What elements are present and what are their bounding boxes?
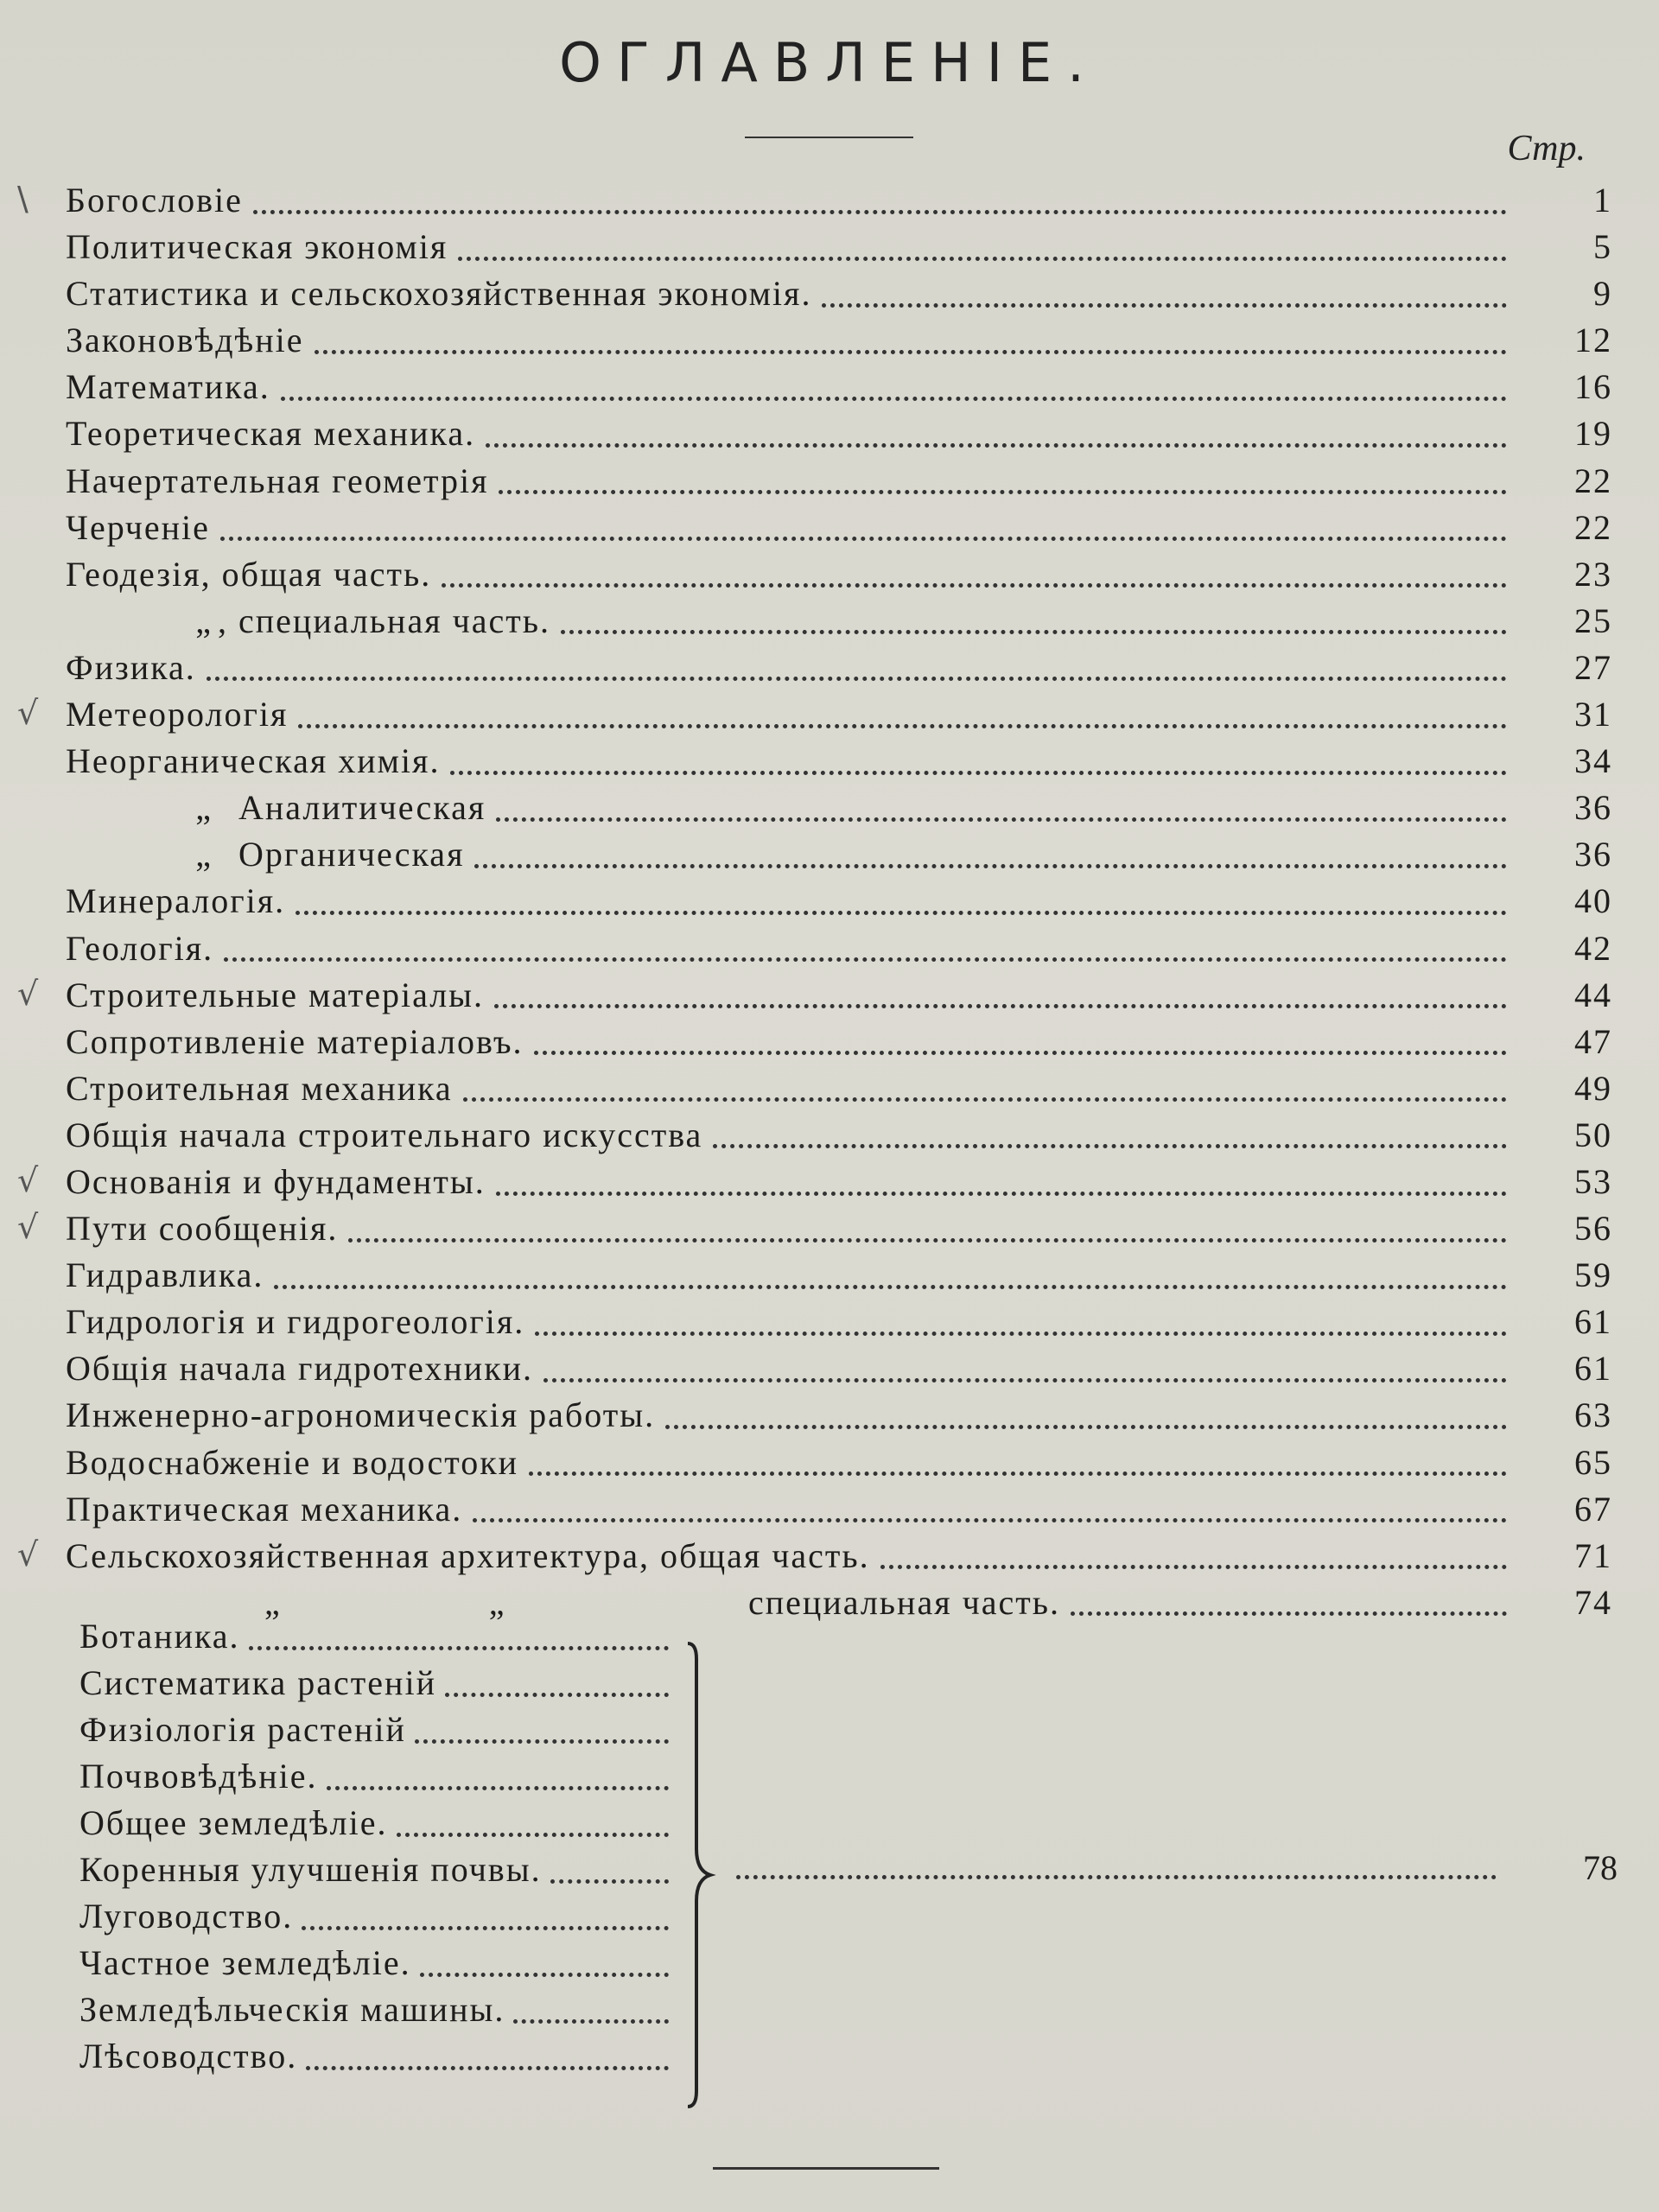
toc-entry-label: Основанія и фундаменты.	[66, 1161, 486, 1201]
page-column-label: Стр.	[1507, 129, 1586, 168]
toc-entry	[66, 226, 1612, 273]
toc-page-number: 61	[1574, 1302, 1612, 1342]
toc-entry-label: Практическая механика.	[66, 1489, 463, 1529]
dot-leader	[529, 1471, 1507, 1476]
dot-leader	[397, 1833, 670, 1837]
toc-entry	[66, 1489, 1612, 1535]
toc-entry-label: Минералогія.	[66, 881, 286, 921]
toc-page-number: 34	[1574, 741, 1612, 781]
group-item-label: Коренныя улучшенія почвы.	[79, 1850, 542, 1889]
dot-leader	[327, 1786, 669, 1790]
dot-leader	[224, 957, 1507, 962]
toc-entry	[66, 928, 1612, 975]
toc-entry	[17, 1160, 1612, 1208]
toc-page-number: 65	[1574, 1442, 1612, 1482]
toc-page-number: 49	[1574, 1068, 1612, 1108]
group-item	[79, 1662, 676, 1709]
check-mark: √	[17, 974, 41, 1013]
toc-page-number: 74	[1574, 1582, 1612, 1622]
group-item	[79, 1989, 676, 2036]
toc-entry	[66, 413, 1612, 460]
group-item	[79, 1756, 676, 1802]
group-item-label: Систематика растеній	[79, 1663, 436, 1702]
toc-entry-label: Начертательная геометрія	[66, 461, 489, 500]
dot-leader	[450, 771, 1507, 775]
toc-entry-label: Теоретическая механика.	[66, 414, 476, 454]
toc-entry	[17, 1535, 1612, 1582]
toc-entry	[17, 694, 1612, 741]
toc-page-number: 36	[1574, 835, 1612, 874]
group-item-label: Физіологія растеній	[79, 1710, 406, 1749]
toc-page-number: 5	[1593, 227, 1612, 267]
toc-page-number: 25	[1574, 601, 1612, 640]
toc-entry-label: Водоснабженіе и водостоки	[66, 1442, 519, 1482]
toc-page-number: 31	[1574, 695, 1612, 734]
toc-page-number: 50	[1574, 1115, 1612, 1154]
toc-entry-label: Инженерно-агрономическія работы.	[66, 1395, 656, 1435]
check-mark: √	[17, 1208, 41, 1247]
dot-leader	[420, 1973, 669, 1977]
toc-entry	[17, 974, 1612, 1021]
group-item	[79, 1942, 676, 1989]
toc-entry	[66, 554, 1612, 601]
dot-leader	[296, 911, 1507, 915]
toc-page-number: 56	[1574, 1209, 1612, 1249]
ditto-mark: „	[195, 835, 213, 874]
toc-page-number: 1	[1593, 181, 1612, 219]
dot-leader	[880, 1565, 1507, 1569]
dot-leader	[561, 630, 1507, 634]
dot-leader	[513, 2019, 669, 2024]
dot-leader	[822, 303, 1507, 308]
group-item-label: Лѣсоводство.	[79, 2037, 298, 2075]
toc-entry	[66, 507, 1612, 554]
toc-entry	[66, 366, 1612, 413]
toc-entry	[66, 1301, 1612, 1348]
toc-entry	[17, 1208, 1612, 1255]
group-item-label: Почвовѣдѣніе.	[79, 1757, 318, 1796]
toc-entry	[66, 647, 1612, 694]
dot-leader	[253, 210, 1507, 214]
toc-entry	[66, 1068, 1612, 1115]
toc-entry-label: Гидравлика.	[66, 1255, 264, 1295]
toc-entry	[66, 1255, 1612, 1301]
toc-entry-text: , специальная часть.	[218, 601, 550, 640]
group-item-label: Луговодство.	[79, 1897, 294, 1936]
toc-entry-label: Геологія.	[66, 928, 214, 968]
dot-leader	[445, 1693, 669, 1697]
group-dot-leader	[736, 1875, 1497, 1879]
dot-leader	[315, 350, 1507, 354]
toc-entry-label: Геодезія, общая часть.	[66, 554, 432, 594]
dot-leader	[442, 583, 1507, 588]
check-mark: √	[17, 1160, 41, 1199]
toc-page-number: 53	[1574, 1161, 1612, 1201]
toc-entry-label: Общія начала строительнаго искусства	[66, 1115, 703, 1154]
group-item-label: Ботаника.	[79, 1617, 240, 1656]
toc-entry	[66, 787, 1612, 834]
dot-leader	[665, 1425, 1507, 1429]
toc-page-number: 59	[1574, 1255, 1612, 1295]
dot-leader	[499, 490, 1507, 494]
group-item-label: Общее земледѣліе.	[79, 1803, 388, 1842]
dot-leader	[249, 1646, 669, 1650]
toc-page-number: 71	[1574, 1535, 1612, 1575]
toc-page-number: 19	[1574, 414, 1612, 454]
toc-entry-label: Неорганическая химія.	[66, 741, 441, 781]
toc-entry	[66, 1442, 1612, 1489]
group-item	[79, 2036, 676, 2082]
toc-entry-label: Общія начала гидротехники.	[66, 1349, 534, 1389]
toc-entry	[66, 601, 1612, 647]
toc-entry-text: Аналитическая	[238, 788, 486, 828]
toc-entry	[66, 273, 1612, 320]
toc-entry	[66, 1115, 1612, 1161]
table-of-contents	[17, 180, 1612, 1629]
toc-page-number: 44	[1574, 975, 1612, 1014]
toc-entry-label	[66, 787, 486, 828]
toc-page-number: 47	[1574, 1021, 1612, 1061]
toc-page-number: 12	[1574, 321, 1612, 360]
ditto-mark: „	[195, 788, 213, 828]
title-underline	[745, 137, 913, 138]
toc-entry-label: Математика.	[66, 367, 270, 407]
toc-entry-label	[66, 834, 464, 874]
dot-leader	[298, 724, 1507, 728]
dot-leader	[463, 1097, 1507, 1102]
bottom-rule	[713, 2167, 939, 2170]
dot-leader	[281, 397, 1507, 401]
toc-entry-label	[66, 601, 550, 641]
dot-leader	[306, 2066, 669, 2070]
dot-leader	[473, 1518, 1507, 1522]
ditto-mark: „	[195, 601, 213, 640]
group-item	[79, 1849, 676, 1896]
toc-entry-label: Черченіе	[66, 507, 210, 547]
page-title: ОГЛАВЛЕНІЕ.	[559, 31, 1100, 94]
toc-entry-label: Строительные матеріалы.	[66, 975, 485, 1014]
grouped-entries	[79, 1616, 1618, 2117]
toc-entry	[66, 880, 1612, 927]
toc-page-number: 22	[1574, 461, 1612, 500]
dot-leader	[713, 1144, 1507, 1148]
toc-entry	[17, 180, 1612, 226]
dot-leader	[415, 1739, 669, 1744]
toc-page-number: 40	[1574, 881, 1612, 921]
dot-leader	[458, 257, 1507, 261]
toc-entry-label: Богословіе	[66, 181, 243, 219]
toc-entry-label: Гидрологія и гидрогеологія.	[66, 1302, 525, 1342]
dot-leader	[302, 1926, 669, 1930]
toc-page-number: 67	[1574, 1489, 1612, 1529]
toc-entry-label: Пути сообщенія.	[66, 1209, 339, 1249]
check-mark: √	[17, 694, 41, 733]
toc-page-number: 27	[1574, 647, 1612, 687]
toc-entry	[66, 834, 1612, 880]
toc-entry-label: Законовѣдѣніе	[66, 321, 304, 360]
toc-entry-text: специальная часть.	[748, 1582, 1060, 1622]
toc-page-number: 16	[1574, 367, 1612, 407]
group-page-number: 78	[1583, 1848, 1618, 1887]
toc-entry-label: Статистика и сельскохозяйственная экономія.	[66, 274, 812, 314]
toc-entry-label: Политическая экономія	[66, 227, 448, 267]
ditto-mark: „ „	[264, 1582, 506, 1622]
dot-leader	[474, 864, 1507, 868]
toc-entry	[66, 1395, 1612, 1441]
dot-leader	[274, 1285, 1507, 1289]
dot-leader	[348, 1238, 1507, 1243]
toc-page-number: 42	[1574, 928, 1612, 968]
dot-leader	[496, 1192, 1507, 1196]
toc-entry	[66, 741, 1612, 787]
toc-page-number: 22	[1574, 507, 1612, 547]
toc-entry	[66, 1348, 1612, 1395]
group-item	[79, 1802, 676, 1849]
group-item	[79, 1709, 676, 1756]
toc-entry-label: Физика.	[66, 647, 196, 687]
toc-entry-text: Органическая	[238, 835, 465, 874]
dot-leader	[220, 537, 1507, 541]
check-mark: √	[17, 1535, 41, 1573]
toc-entry-label: Метеорологія	[66, 695, 289, 734]
dot-leader	[494, 1004, 1507, 1008]
dot-leader	[543, 1378, 1507, 1382]
dot-leader	[534, 1051, 1507, 1055]
group-item	[79, 1896, 676, 1942]
toc-page-number: 23	[1574, 554, 1612, 594]
toc-page-number: 61	[1574, 1349, 1612, 1389]
dot-leader	[486, 443, 1507, 448]
toc-entry-label: Строительная механика	[66, 1068, 453, 1108]
toc-entry-label: Сельскохозяйственная архитектура, общая часть.	[66, 1535, 870, 1575]
check-mark: \	[17, 180, 30, 218]
toc-page-number: 63	[1574, 1395, 1612, 1435]
toc-entry	[66, 461, 1612, 507]
curly-brace	[684, 1642, 719, 2108]
toc-page-number: 9	[1593, 274, 1612, 314]
toc-entry-label: Сопротивленіе матеріаловъ.	[66, 1021, 524, 1061]
group-item-label: Земледѣльческія машины.	[79, 1990, 505, 2029]
group-item-label: Частное земледѣліе.	[79, 1943, 411, 1982]
group-item	[79, 1616, 676, 1662]
toc-entry	[66, 320, 1612, 366]
dot-leader	[207, 677, 1507, 681]
dot-leader	[550, 1879, 669, 1884]
dot-leader	[496, 817, 1507, 822]
dot-leader	[535, 1332, 1507, 1336]
toc-entry	[66, 1021, 1612, 1068]
toc-page-number: 36	[1574, 788, 1612, 828]
